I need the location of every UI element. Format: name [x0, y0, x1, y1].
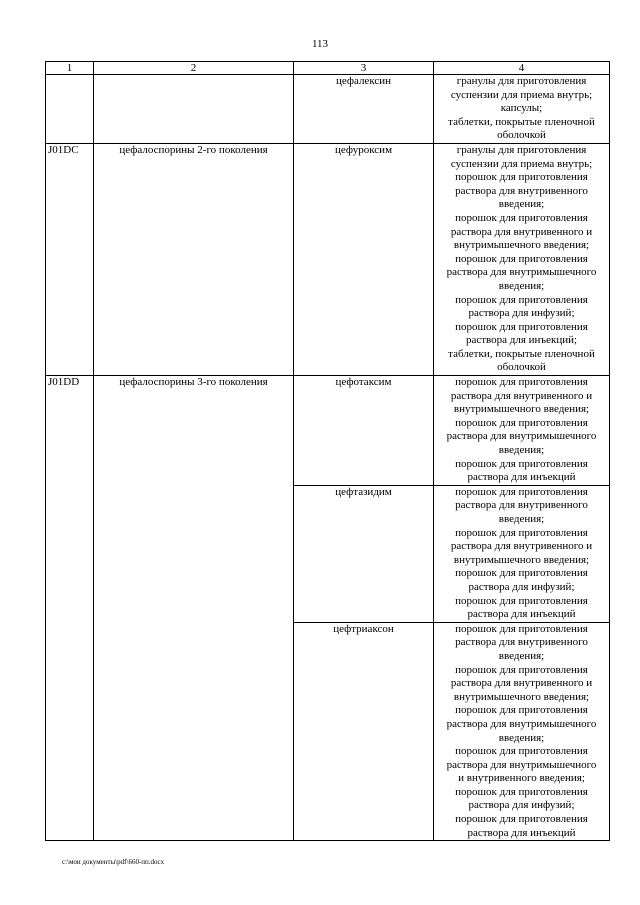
header-row: [46, 62, 610, 75]
header-col-1: 1: [46, 62, 94, 75]
header-col-3: 3: [294, 62, 434, 75]
dosage-form-line: внутримышечного введения;: [453, 403, 590, 416]
dosage-form-line: порошок для приготовления: [455, 252, 588, 265]
atc-code-cell: J01DD: [46, 376, 94, 841]
dosage-form-line: порошок для приготовления: [455, 320, 588, 333]
dosage-form-line: суспензии для приема внутрь;: [450, 157, 593, 170]
dosage-form-line: раствора для внутримышечного: [446, 758, 597, 771]
dosage-form-line: порошок для приготовления: [455, 416, 588, 429]
group-cell: цефалоспорины 2-го поколения: [94, 143, 294, 375]
dosage-form-line: раствора для внутривенного: [455, 184, 588, 197]
dosage-form-line: раствора для инъекций: [467, 826, 576, 839]
dosage-form-line: внутримышечного введения;: [453, 239, 590, 252]
dosage-form-line: введения;: [498, 513, 545, 525]
drug-name-cell: цефтазидим: [294, 485, 434, 622]
dosage-form-line: введения;: [498, 731, 545, 744]
dosage-forms-cell: [434, 143, 610, 375]
table-row: [46, 143, 610, 375]
dosage-form-line: капсулы;: [500, 102, 543, 115]
group-cell: [94, 75, 294, 144]
dosage-form-line: раствора для инфузий;: [468, 307, 575, 320]
dosage-form-line: раствора для внутривенного и: [450, 540, 593, 553]
dosage-form-line: порошок для приготовления: [455, 376, 588, 389]
dosage-form-line: таблетки, покрытые пленочной: [448, 347, 595, 360]
drug-name-cell: цефотаксим: [294, 376, 434, 486]
dosage-form-line: суспензии для приема внутрь;: [450, 88, 593, 101]
dosage-form-line: порошок для приготовления: [455, 293, 588, 306]
dosage-form-line: раствора для внутримышечного: [446, 266, 597, 279]
dosage-form-line: раствора для внутривенного: [455, 636, 588, 649]
dosage-form-line: раствора для внутривенного: [455, 499, 588, 512]
dosage-form-line: порошок для приготовления: [455, 745, 588, 758]
dosage-form-line: гранулы для приготовления: [456, 75, 587, 87]
dosage-form-line: раствора для инфузий;: [468, 580, 575, 593]
dosage-form-line: внутримышечного введения;: [453, 553, 590, 566]
atc-code-cell: J01DC: [46, 143, 94, 375]
dosage-form-line: оболочкой: [497, 361, 546, 374]
dosage-form-line: порошок для приготовления: [455, 704, 588, 717]
dosage-form-line: раствора для внутривенного и: [450, 225, 593, 238]
dosage-form-line: раствора для внутривенного и: [450, 389, 593, 402]
dosage-form-line: раствора для инфузий;: [468, 799, 575, 812]
dosage-form-line: и внутривенного введения;: [458, 772, 585, 785]
group-cell: цефалоспорины 3-го поколения: [94, 376, 294, 841]
dosage-form-line: введения;: [498, 198, 545, 211]
dosage-form-line: раствора для внутримышечного: [446, 717, 597, 730]
dosage-form-line: порошок для приготовления: [455, 663, 588, 676]
dosage-forms-cell: [434, 622, 610, 841]
dosage-form-line: введения;: [498, 649, 545, 662]
dosage-form-line: введения;: [498, 444, 545, 457]
header-col-4: 4: [434, 62, 610, 75]
drug-table: [45, 61, 610, 841]
table-row: [46, 75, 610, 144]
dosage-form-line: раствора для внутримышечного: [446, 430, 597, 443]
dosage-form-line: раствора для инъекций: [467, 471, 576, 484]
dosage-form-line: порошок для приготовления: [455, 567, 588, 580]
dosage-form-line: таблетки, покрытые пленочной: [448, 115, 595, 128]
dosage-form-line: порошок для приготовления: [455, 813, 588, 826]
drug-name-cell: цефалексин: [294, 75, 434, 144]
dosage-form-line: порошок для приготовления: [455, 457, 588, 470]
footer-file-path: c:\мои документы\pdf\660-пп.docx: [62, 858, 165, 866]
dosage-form-line: порошок для приготовления: [455, 594, 588, 607]
dosage-form-line: внутримышечного введения;: [453, 690, 590, 703]
dosage-form-line: порошок для приготовления: [455, 622, 588, 635]
drug-name-cell: цефтриаксон: [294, 622, 434, 841]
page-number: 113: [311, 38, 329, 50]
dosage-form-line: раствора для инъекций: [467, 608, 576, 621]
dosage-form-line: введения;: [498, 279, 545, 292]
header-col-2: 2: [94, 62, 294, 75]
dosage-forms-cell: [434, 485, 610, 622]
dosage-form-line: раствора для инъекций;: [465, 334, 578, 347]
dosage-form-line: порошок для приготовления: [455, 171, 588, 184]
dosage-form-line: гранулы для приготовления: [456, 143, 587, 156]
dosage-form-line: порошок для приготовления: [455, 485, 588, 498]
dosage-forms-cell: [434, 376, 610, 486]
dosage-form-line: порошок для приготовления: [455, 785, 588, 798]
dosage-form-line: порошок для приготовления: [455, 211, 588, 224]
dosage-form-line: порошок для приготовления: [455, 526, 588, 539]
dosage-form-line: раствора для внутривенного и: [450, 677, 593, 690]
table-row: [46, 376, 610, 486]
atc-code-cell: [46, 75, 94, 144]
dosage-form-line: оболочкой: [497, 129, 546, 142]
dosage-forms-cell: [434, 75, 610, 144]
drug-name-cell: цефуроксим: [294, 143, 434, 375]
